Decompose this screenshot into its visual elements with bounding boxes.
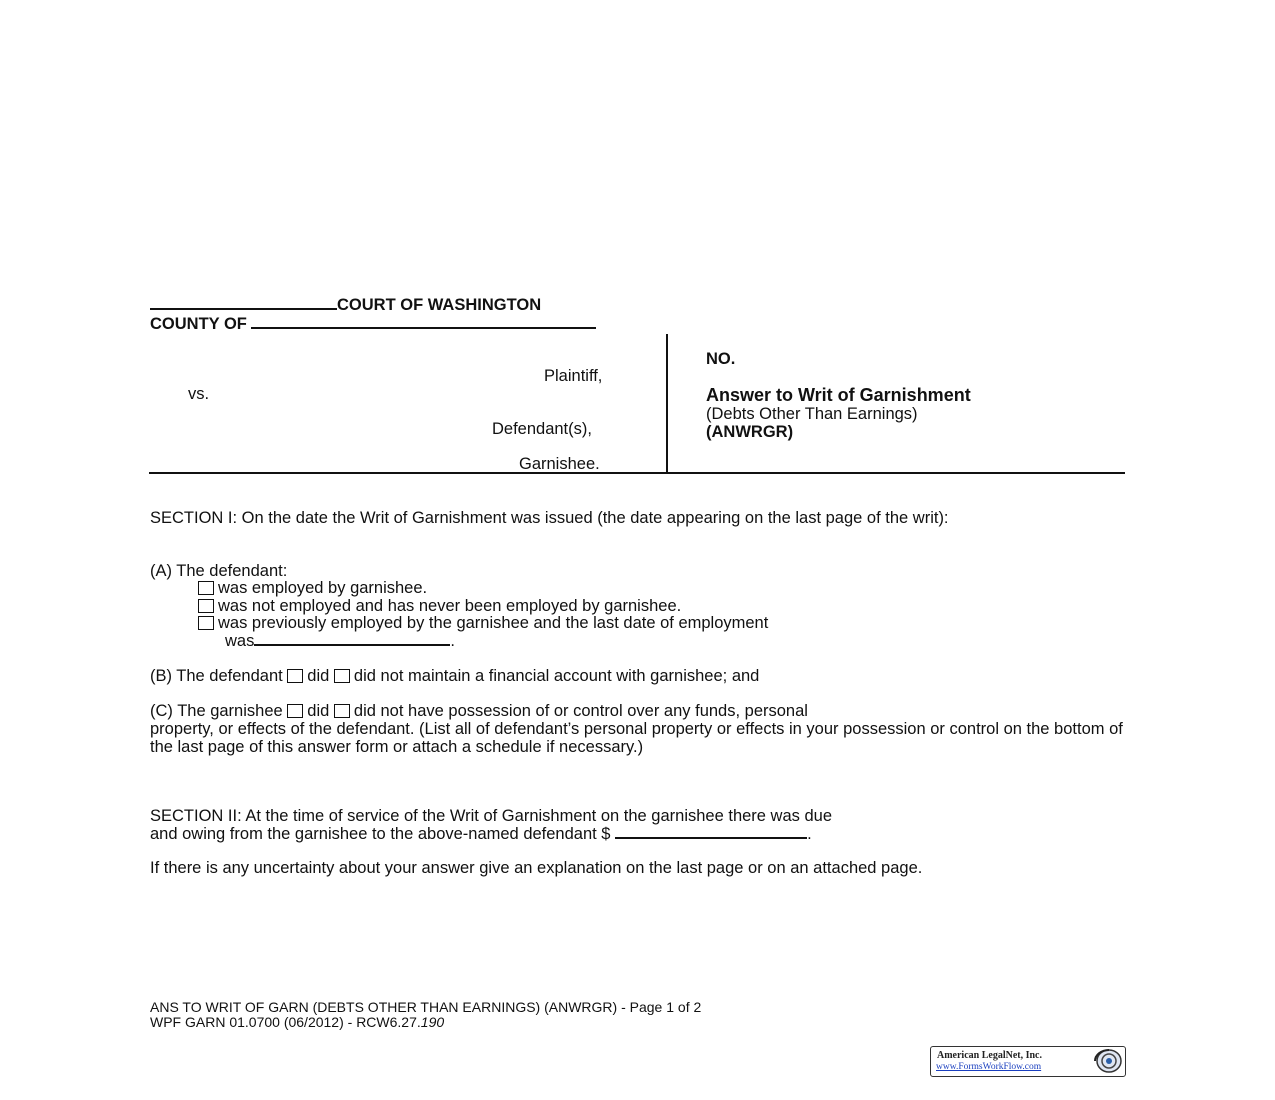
defendants-label: Defendant(s), xyxy=(492,420,592,438)
document-title: Answer to Writ of Garnishment xyxy=(706,385,971,405)
amount-owed-field[interactable] xyxy=(615,837,807,839)
checkbox-employed[interactable] xyxy=(198,581,214,595)
option-previously-employed[interactable]: was previously employed by the garnishee and the last date of employment xyxy=(198,615,768,633)
caption-vertical-divider xyxy=(666,334,668,473)
checkbox-c-did[interactable] xyxy=(287,704,303,718)
footer-line2: WPF GARN 01.0700 (06/2012) - RCW6.27.190 xyxy=(150,1014,445,1030)
plaintiff-label: Plaintiff, xyxy=(544,367,603,385)
section2-line2: and owing from the garnishee to the above-named defendant $ . xyxy=(150,825,812,843)
section2-line1: SECTION II: At the time of service of the Writ of Garnishment on the garnishee there was due xyxy=(150,807,833,825)
checkbox-c-did-not[interactable] xyxy=(334,704,350,718)
section1-c-continuation: property, or effects of the defendant. (List all of defendant’s personal property or effects in your possession or control on the bottom of the last page of this answer form or attach a schedule if necessary.) xyxy=(150,720,1123,756)
last-employment-date-field[interactable] xyxy=(254,644,450,646)
garnishee-label: Garnishee. xyxy=(519,455,600,473)
footer-line1: ANS TO WRIT OF GARN (DEBTS OTHER THAN EARNINGS) (ANWRGR) - Page 1 of 2 xyxy=(150,999,702,1015)
option-employed[interactable]: was employed by garnishee. xyxy=(198,580,427,598)
section1-c-line: (C) The garnishee did did not have possession of or control over any funds, personal xyxy=(150,702,808,720)
american-legalnet-logo[interactable] xyxy=(930,1046,1126,1077)
court-line: COURT OF WASHINGTON xyxy=(150,297,541,315)
section1-a-label: (A) The defendant: xyxy=(150,562,288,580)
vs-label: vs. xyxy=(188,385,210,403)
globe-icon xyxy=(1089,1048,1123,1074)
option-never-employed[interactable]: was not employed and has never been employed by garnishee. xyxy=(198,598,681,616)
checkbox-b-did[interactable] xyxy=(287,669,303,683)
checkbox-b-did-not[interactable] xyxy=(334,669,350,683)
section1-intro: SECTION I: On the date the Writ of Garnishment was issued (the date appearing on the last page of the writ): xyxy=(150,509,949,527)
checkbox-never-employed[interactable] xyxy=(198,599,214,613)
case-number-label: NO. xyxy=(706,350,736,368)
document-subtitle: (Debts Other Than Earnings) xyxy=(706,405,918,423)
logo-url-link[interactable]: www.FormsWorkFlow.com xyxy=(936,1062,1042,1072)
last-employment-date-line: was . xyxy=(225,632,455,650)
checkbox-previously-employed[interactable] xyxy=(198,616,214,630)
uncertainty-note: If there is any uncertainty about your answer give an explanation on the last page or on an attached page. xyxy=(150,859,923,877)
county-blank xyxy=(251,327,596,329)
county-line: COUNTY OF xyxy=(150,316,596,334)
court-name-blank xyxy=(150,308,337,310)
logo-company-name: American LegalNet, Inc. xyxy=(937,1050,1042,1061)
caption-bottom-rule xyxy=(149,472,1125,474)
section1-b-line: (B) The defendant did did not maintain a financial account with garnishee; and xyxy=(150,667,760,685)
document-code: (ANWRGR) xyxy=(706,423,794,441)
